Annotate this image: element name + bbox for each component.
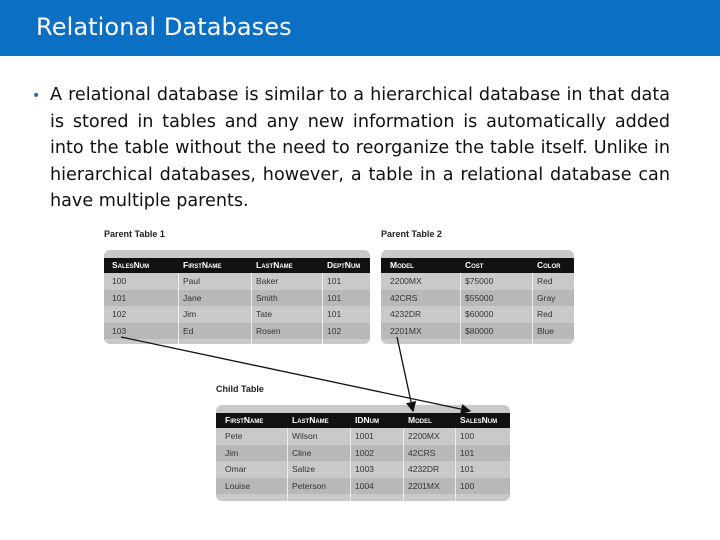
- table-cell: $55000: [465, 292, 494, 303]
- parent-table-2-header: [381, 258, 574, 273]
- parent1-col-deptnum: DeptNum: [327, 260, 361, 270]
- table-cell: 102: [112, 309, 127, 319]
- table-cell: 101: [327, 292, 342, 303]
- table-cell: Rosen: [256, 325, 281, 336]
- parent2-col-cost: Cost: [465, 260, 484, 270]
- table-row: [381, 273, 574, 289]
- child-table: [216, 405, 510, 501]
- table-row: [216, 445, 510, 461]
- table-cell: $60000: [465, 309, 494, 319]
- table-cell: Pete: [225, 431, 243, 441]
- column-divider: [251, 273, 252, 344]
- table-cell: 4232DR: [408, 464, 440, 474]
- parent-table-1-caption: Parent Table 1: [104, 229, 165, 239]
- table-cell: Omar: [225, 464, 247, 474]
- table-cell: Cline: [292, 447, 312, 458]
- table-cell: $75000: [465, 276, 494, 286]
- child-col-lastname: LastName: [292, 415, 329, 425]
- table-cell: Paul: [183, 276, 201, 286]
- child-col-salesnum: SalesNum: [460, 415, 498, 425]
- salesnum-link-arrow: [121, 337, 470, 411]
- parent1-col-salesnum: SalesNum: [112, 260, 150, 270]
- table-cell: Jim: [225, 447, 239, 458]
- table-row: [381, 306, 574, 322]
- table-row: [216, 478, 510, 494]
- table-row: [104, 306, 370, 322]
- column-divider: [403, 428, 404, 501]
- table-cell: Wilson: [292, 431, 318, 441]
- parent2-col-model: Model: [390, 260, 414, 270]
- table-cell: 101: [327, 276, 342, 286]
- table-cell: 2201MX: [408, 480, 440, 491]
- table-cell: Peterson: [292, 480, 327, 491]
- table-cell: Jane: [183, 292, 202, 303]
- table-cell: Baker: [256, 276, 279, 286]
- column-divider: [287, 428, 288, 501]
- table-cell: 100: [460, 480, 475, 491]
- table-cell: Salize: [292, 464, 316, 474]
- table-cell: 103: [112, 325, 127, 336]
- child-table-caption: Child Table: [216, 384, 264, 394]
- table-cell: 101: [460, 447, 475, 458]
- column-divider: [532, 273, 533, 344]
- child-table-header: [216, 413, 510, 428]
- slide-title: Relational Databases: [36, 13, 292, 41]
- table-row: [104, 290, 370, 306]
- parent2-col-color: Color: [537, 260, 561, 270]
- table-cell: Louise: [225, 480, 251, 491]
- table-cell: 2200MX: [408, 431, 440, 441]
- table-cell: 2201MX: [390, 325, 422, 336]
- parent-table-2: [381, 250, 574, 344]
- table-row: [216, 428, 510, 444]
- column-divider: [455, 428, 456, 501]
- table-cell: 42CRS: [390, 292, 418, 303]
- bullet-text: A relational database is similar to a hierarchical database in that data is stored in tables and any new information is automatically added into the table without the need to reorganize the table itself. Unlike in hierarchical databases, however, a table in a relational database can have multiple parents.: [50, 85, 670, 211]
- table-cell: 102: [327, 325, 342, 336]
- table-row: [216, 461, 510, 477]
- table-cell: Jim: [183, 309, 197, 319]
- parent-table-1-header: [104, 258, 370, 273]
- table-cell: 100: [460, 431, 475, 441]
- table-row: [381, 290, 574, 306]
- child-col-idnum: IDNum: [355, 415, 379, 425]
- table-cell: 4232DR: [390, 309, 422, 319]
- table-cell: 100: [112, 276, 127, 286]
- table-row: [104, 273, 370, 289]
- table-cell: Red: [537, 276, 553, 286]
- table-cell: $80000: [465, 325, 494, 336]
- table-cell: 1004: [355, 480, 374, 491]
- table-cell: Ed: [183, 325, 194, 336]
- child-col-model: Model: [408, 415, 432, 425]
- table-cell: Smith: [256, 292, 278, 303]
- table-cell: 1003: [355, 464, 374, 474]
- child-col-firstname: FirstName: [225, 415, 264, 425]
- parent-table-1: [104, 250, 370, 344]
- table-cell: 101: [327, 309, 342, 319]
- table-cell: 42CRS: [408, 447, 436, 458]
- table-cell: 101: [112, 292, 127, 303]
- table-cell: 1001: [355, 431, 374, 441]
- column-divider: [460, 273, 461, 344]
- table-cell: Blue: [537, 325, 555, 336]
- table-cell: Tate: [256, 309, 273, 319]
- bullet-icon: •: [32, 88, 41, 104]
- table-cell: Gray: [537, 292, 556, 303]
- table-cell: 101: [460, 464, 475, 474]
- table-cell: 1002: [355, 447, 374, 458]
- column-divider: [178, 273, 179, 344]
- parent1-col-lastname: LastName: [256, 260, 293, 270]
- model-link-arrow: [397, 337, 413, 411]
- table-cell: Red: [537, 309, 553, 319]
- parent-table-2-caption: Parent Table 2: [381, 229, 442, 239]
- table-cell: 2200MX: [390, 276, 422, 286]
- parent1-col-firstname: FirstName: [183, 260, 222, 270]
- column-divider: [350, 428, 351, 501]
- table-row: [381, 323, 574, 339]
- table-row: [104, 323, 370, 339]
- title-bar: [0, 0, 720, 56]
- column-divider: [322, 273, 323, 344]
